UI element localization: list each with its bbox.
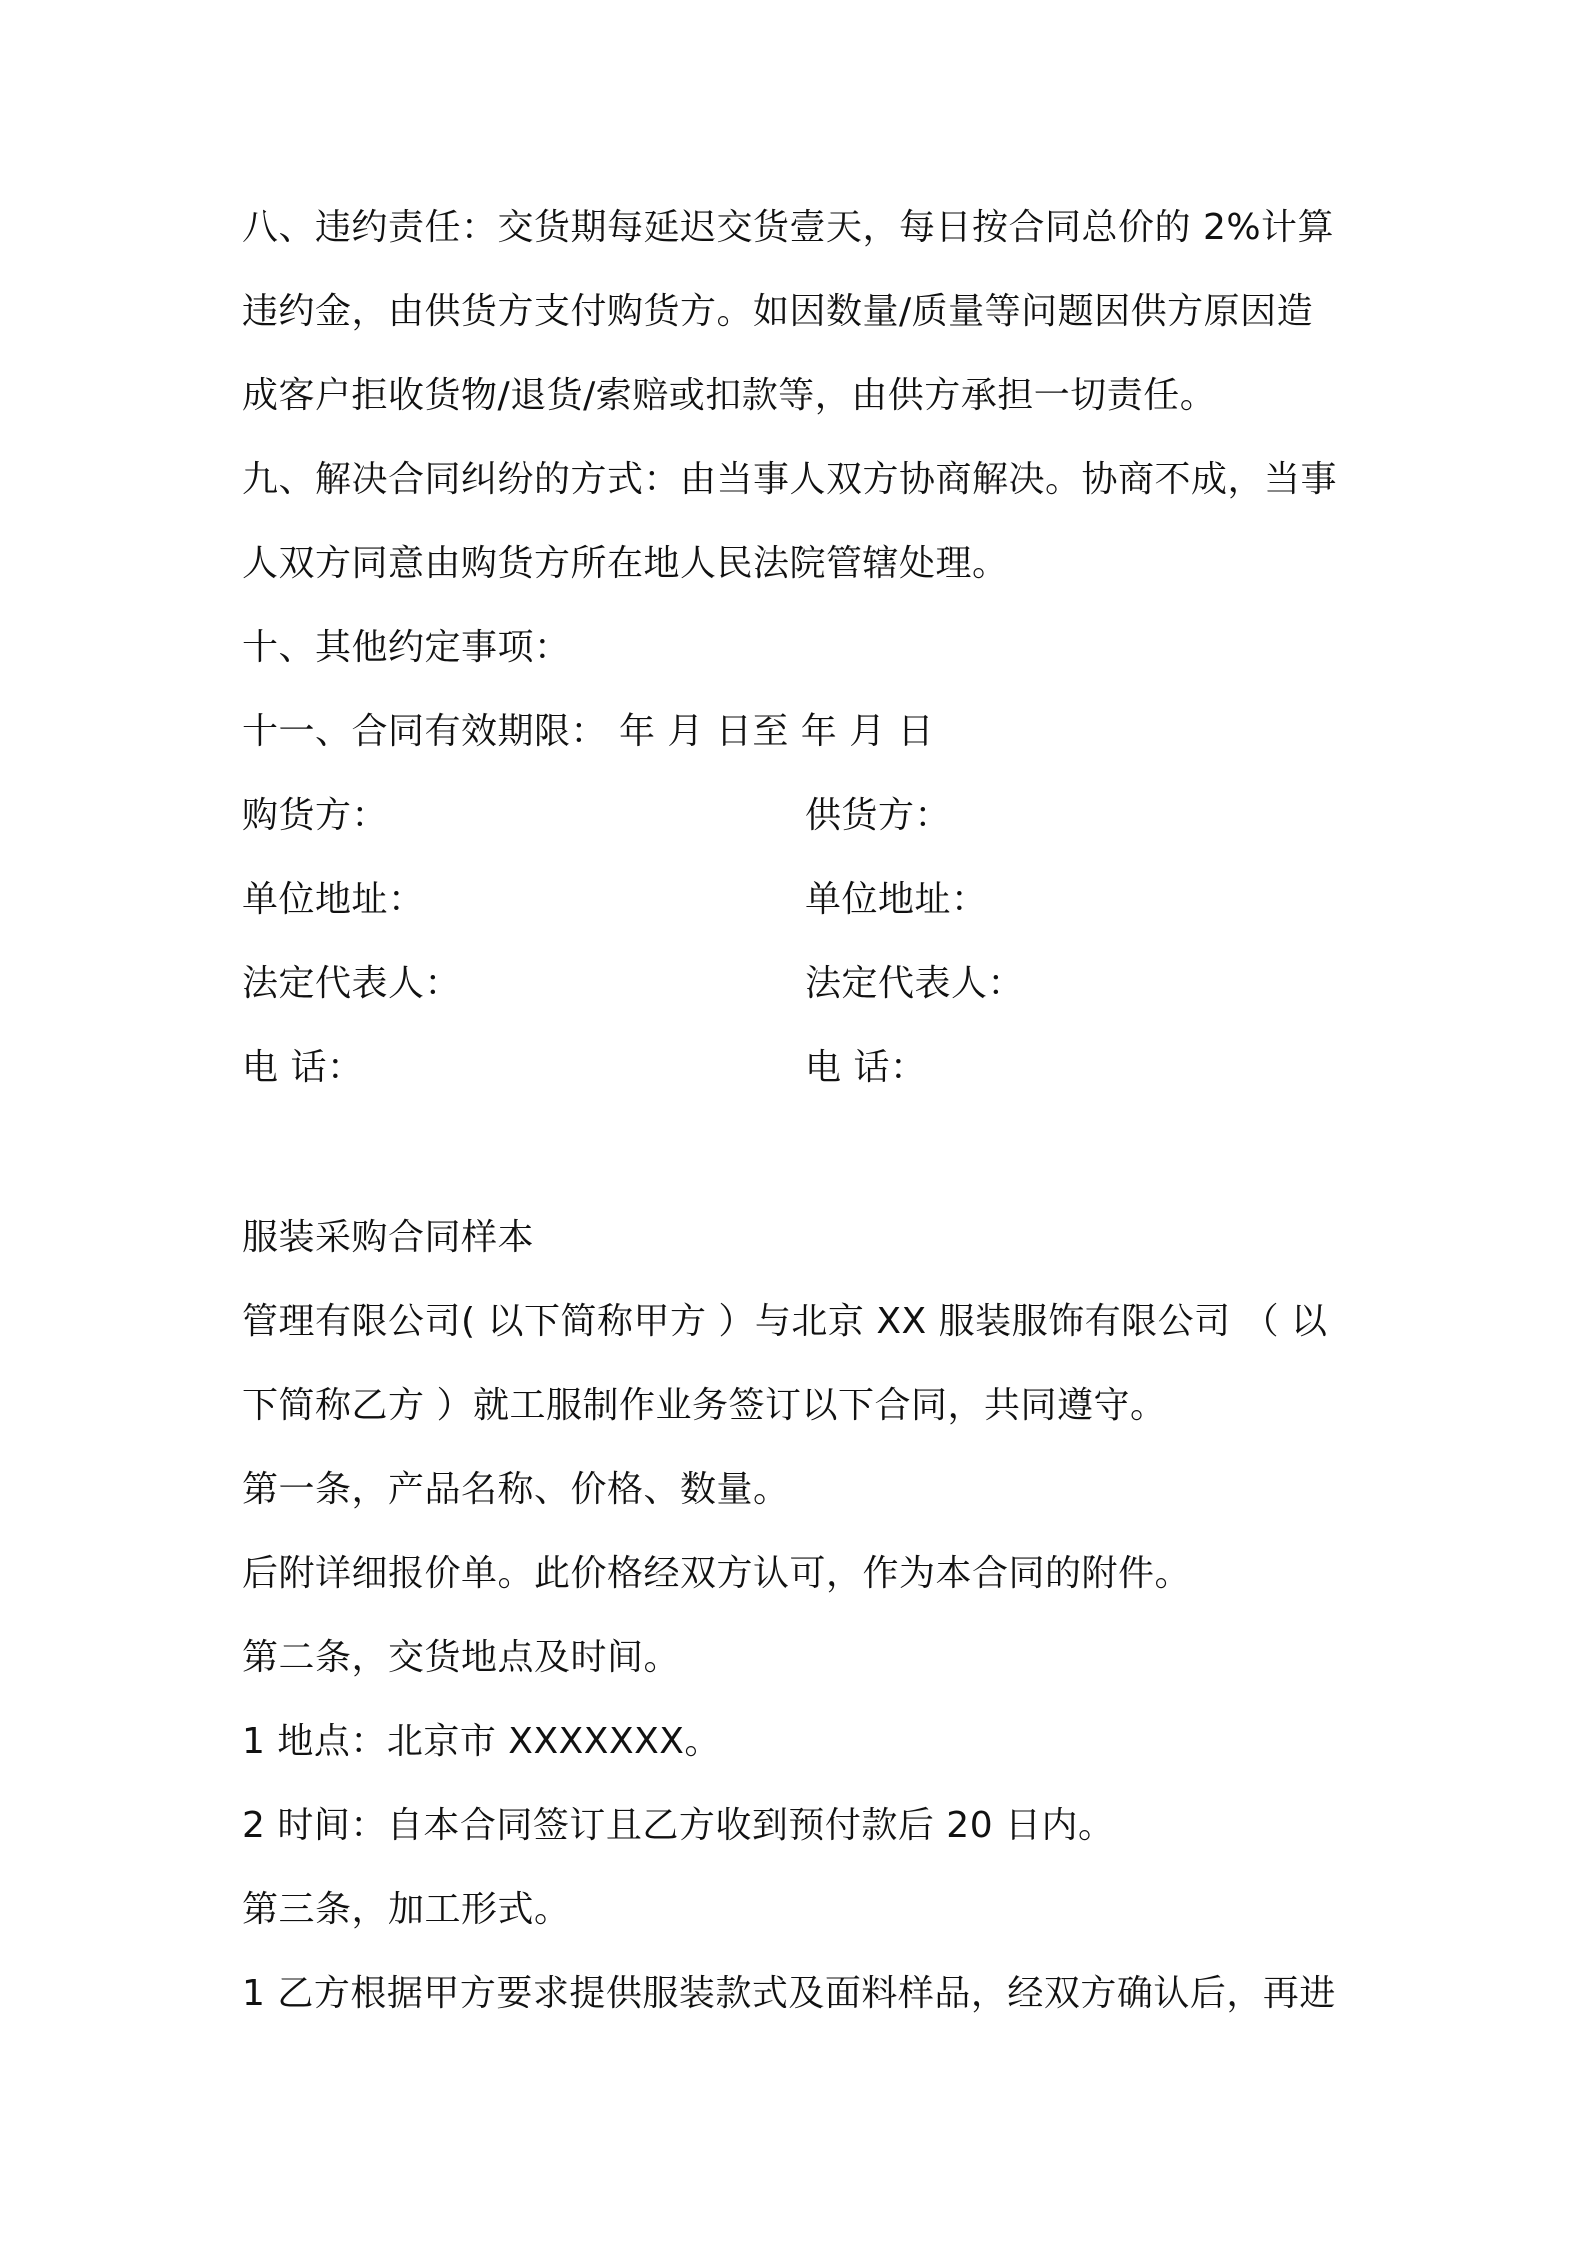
article-3-heading: 第三条，加工形式。 xyxy=(242,1889,571,1930)
clause-8-line-1: 八、违约责任：交货期每延迟交货壹天，每日按合同总价的 2%计算 xyxy=(242,207,1335,248)
clause-8-line-2: 违约金，由供货方支付购货方。如因数量/质量等问题因供方原因造 xyxy=(242,291,1314,332)
supplier-representative-label: 法定代表人： xyxy=(805,963,1025,1004)
article-1-text: 后附详细报价单。此价格经双方认可，作为本合同的附件。 xyxy=(242,1553,1192,1594)
supplier-phone-label: 电 话： xyxy=(805,1047,927,1088)
buyer-phone-label: 电 话： xyxy=(242,1047,364,1088)
intro-line-2: 下简称乙方 ）就工服制作业务签订以下合同，共同遵守。 xyxy=(242,1385,1167,1426)
intro-line-1: 管理有限公司( 以下简称甲方 ）与北京 XX 服装服饰有限公司 （ 以 xyxy=(242,1301,1328,1342)
clause-9-line-1: 九、解决合同纠纷的方式：由当事人双方协商解决。协商不成，当事 xyxy=(242,459,1338,500)
buyer-representative-label: 法定代表人： xyxy=(242,963,462,1004)
clause-11-validity-period: 十一、合同有效期限： 年 月 日至 年 月 日 xyxy=(242,711,935,752)
article-1-heading: 第一条，产品名称、价格、数量。 xyxy=(242,1469,790,1510)
supplier-label: 供货方： xyxy=(805,795,952,836)
clause-8-line-3: 成客户拒收货物/退货/索赔或扣款等，由供方承担一切责任。 xyxy=(242,375,1217,416)
article-2-heading: 第二条，交货地点及时间。 xyxy=(242,1637,681,1678)
document-title: 服装采购合同样本 xyxy=(242,1217,535,1258)
article-2-item-2: 2 时间：自本合同签订且乙方收到预付款后 20 日内。 xyxy=(242,1805,1115,1846)
supplier-address-label: 单位地址： xyxy=(805,879,988,920)
buyer-address-label: 单位地址： xyxy=(242,879,425,920)
clause-10: 十、其他约定事项： xyxy=(242,627,571,668)
buyer-label: 购货方： xyxy=(242,795,389,836)
article-2-item-1: 1 地点：北京市 XXXXXXX。 xyxy=(242,1721,721,1762)
clause-9-line-2: 人双方同意由购货方所在地人民法院管辖处理。 xyxy=(242,543,1009,584)
article-3-item-1: 1 乙方根据甲方要求提供服装款式及面料样品，经双方确认后，再进 xyxy=(242,1973,1336,2014)
